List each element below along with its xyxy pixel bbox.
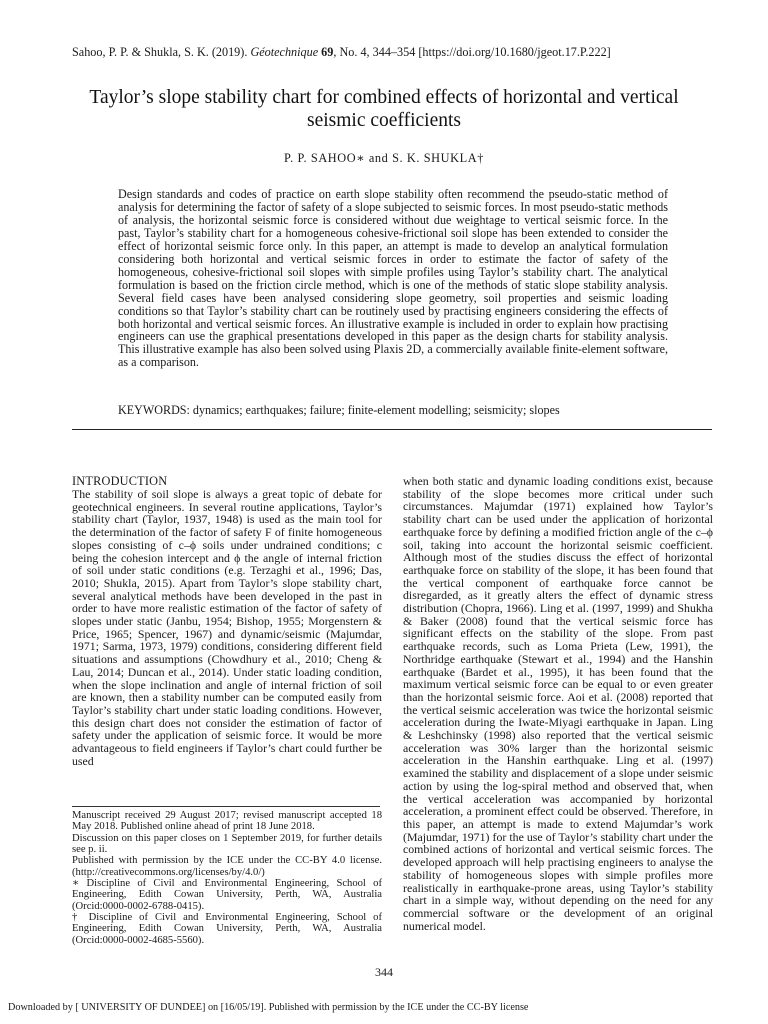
citation-volume: 69 — [321, 45, 334, 59]
download-notice: Downloaded by [ UNIVERSITY OF DUNDEE] on [16/05/19]. Published with permission by the ICE under the CC-BY license — [8, 1002, 529, 1013]
footnotes — [72, 810, 382, 946]
citation-authors: Sahoo, P. P. & Shukla, S. K. (2019). — [72, 45, 248, 59]
footnote-affiliation-2: † Discipline of Civil and Environmental Engineering, School of Engineering, Edith Cowan University, Perth, WA, Australia (Orcid:0000-0002-4685-5560). — [72, 912, 382, 946]
paper-authors: P. P. SAHOO∗ and S. K. SHUKLA† — [284, 151, 484, 165]
citation-issue-pages: , No. 4, 344–354 [https://doi.org/10.1680/jgeot.17.P.222] — [333, 45, 611, 59]
footnote-license: Published with permission by the ICE under the CC-BY 4.0 license. (http://creativecommons.org/licenses/by/4.0/) — [72, 855, 382, 878]
right-column — [403, 475, 713, 932]
header-divider — [72, 429, 712, 430]
keywords: KEYWORDS: dynamics; earthquakes; failure; finite-element modelling; seismicity; slopes — [118, 403, 560, 417]
citation-line — [72, 44, 696, 60]
citation-journal: Géotechnique — [250, 45, 319, 59]
footnote-manuscript: Manuscript received 29 August 2017; revised manuscript accepted 18 May 2018. Published online ahead of print 18 June 2018. — [72, 810, 382, 833]
abstract: Design standards and codes of practice on earth slope stability often recommend the pseudo-static method of analysis for determining the factor of safety of a slope subjected to seismic forces. In most pseudo-static methods of analysis, the horizontal seismic force is considered without due weightage to vertical seismic force. In the past, Taylor’s stability chart for a homogeneous cohesive-frictional soil slope has been extended to consider the effect of horizontal seismic force only. In this paper, an attempt is made to develop an analytical formulation considering both horizontal and vertical seismic forces in order to estimate the factor of safety of the homogeneous, cohesive-frictional soil slopes with simple profiles using Taylor’s stability chart. The analytical formulation is based on the friction circle method, which is one of the methods of static slope stability analysis. Several field cases have been analysed considering slope geometry, soil properties and seismic loading conditions so that Taylor’s stability chart can be routinely used by practising engineers considering the effects of both horizontal and vertical seismic forces. An illustrative example is included in order to explain how practising engineers can use the graphical presentations developed in this paper as the design charts for stability analysis. This illustrative example has also been solved using Plaxis 2D, a commercially available finite-element software, as a comparison. — [118, 187, 668, 370]
left-column — [72, 475, 382, 767]
section-heading: INTRODUCTION — [72, 474, 168, 488]
paper-title: Taylor’s slope stability chart for combined effects of horizontal and vertical seismic coefficients — [89, 87, 679, 131]
footnote-affiliation-1: ∗ Discipline of Civil and Environmental Engineering, School of Engineering, Edith Cowan University, Perth, WA, Australia (Orcid:0000-0002-6788-0415). — [72, 878, 382, 912]
footnote-divider — [72, 806, 380, 807]
intro-right-text: when both static and dynamic loading conditions exist, because stability of the slope becomes more critical under such circumstances. Majumdar (1971) explained how Taylor’s stability chart can be used under the application of horizontal earthquake force by defining a modified friction angle of the c–ϕ soil, taking into account the horizontal seismic coefficient. Although most of the studies discuss the effect of horizontal earthquake force on stability of the slope, it has been found that the vertical component of earthquake force cannot be disregarded, as it greatly alters the effect of dynamic stress distribution (Chopra, 1966). Ling et al. (1997, 1999) and Shukha & Baker (2008) found that the vertical seismic force has significant effects on the stability of the slope. From past earthquake records, such as Loma Prieta (Lew, 1991), the Northridge earthquake (Stewart et al., 1994) and the Hanshin earthquake (Bardet et al., 1995), it has been found that the maximum vertical seismic force can be equal to or even greater than the horizontal seismic force. Aoi et al. (2008) reported that the vertical seismic acceleration was twice the horizontal seismic acceleration during the Iwate-Miyagi earthquake in Japan. Ling & Leshchinsky (1998) also reported that the vertical seismic acceleration was 30% larger than the horizontal seismic acceleration in the Hanshin earthquake. Ling et al. (1997) examined the stability and displacement of a slope under seismic action by using the log-spiral method and observed that, when the vertical acceleration was accompanied by horizontal acceleration, a prominent effect could be observed. Therefore, in this paper, an attempt is made to extend Majumdar’s work (Majumdar, 1971) for the use of Taylor’s stability chart under the combined actions of horizontal and vertical seismic forces. The developed approach will help practising engineers to analyse the stability of homogeneous slopes with simple profiles more realistically in earthquake-prone areas, using Taylor’s stability chart in a simple way, without depending on the need for any commercial software or the development of an original numerical model. — [403, 474, 713, 933]
page-number: 344 — [375, 965, 393, 979]
intro-left-text: The stability of soil slope is always a great topic of debate for geotechnical engineers. In several routine applications, Taylor’s stability chart (Taylor, 1937, 1948) is used as the main tool for the determination of the factor of safety F of finite homogeneous slopes consisting of c–ϕ soils under undrained conditions; c being the cohesion intercept and ϕ the angle of internal friction of soil under static conditions (e.g. Terzaghi et al., 1996; Das, 2010; Shukla, 2015). Apart from Taylor’s slope stability chart, several analytical methods have been developed in the past in order to have more realistic estimation of the factor of safety of slopes under static (Janbu, 1954; Bishop, 1955; Morgenstern & Price, 1965; Spencer, 1967) and dynamic/seismic (Majumdar, 1971; Sarma, 1973, 1979) conditions, considering different field situations and assumptions (Chowdhury et al., 2010; Cheng & Lau, 2014; Duncan et al., 2014). Under static loading condition, when the slope inclination and angle of internal friction of soil are known, then a stability number can be computed easily from Taylor’s stability chart under static loading conditions. However, this design chart does not consider the estimation of factor of safety under the application of seismic force. It would be more advantageous to field engineers if Taylor’s chart could further be used — [72, 487, 382, 768]
footnote-discussion: Discussion on this paper closes on 1 September 2019, for further details see p. ii. — [72, 832, 382, 856]
